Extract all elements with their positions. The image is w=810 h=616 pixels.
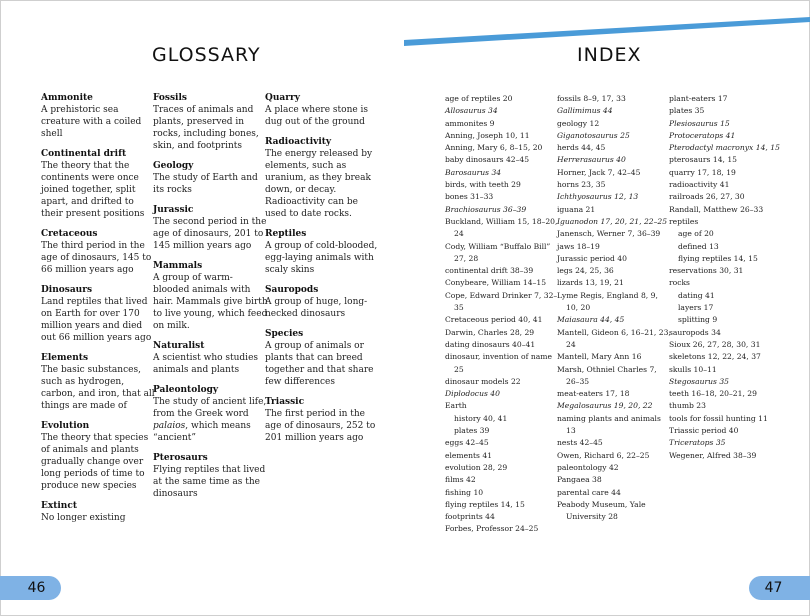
glossary-definition: The second period in the age of dinosaurs, 201 to 145 million years ago (153, 217, 267, 251)
page-number-left: 46 (0, 576, 61, 600)
index-entry: Pterodactyl macronyx 14, 15 (669, 143, 780, 153)
glossary-term: Jurassic (153, 205, 194, 215)
glossary-entry (153, 260, 268, 332)
index-entry: footprints 44 (445, 512, 495, 522)
index-entry: parental care 44 (557, 487, 621, 497)
glossary-term: Ammonite (41, 93, 93, 103)
index-entry: Herrerasaurus 40 (557, 155, 626, 165)
index-entry: radioactivity 41 (669, 180, 730, 190)
index-entry: Gallimimus 44 (557, 106, 613, 116)
index-entry: Iguanodon 17, 20, 21, 22–25 (557, 216, 668, 226)
index-column-3 (669, 93, 784, 462)
index-entry: Brachiosaurus 36–39 (445, 204, 527, 214)
index-entry: thumb 23 (669, 401, 706, 411)
index-entry: Owen, Richard 6, 22–25 (557, 450, 650, 460)
glossary-definition: A group of animals or plants that can breed together and that share few differences (265, 341, 374, 387)
glossary-definition: Traces of animals and plants, preserved in rocks, including bones, skin, and footprints (153, 105, 259, 151)
index-entry: skulls 10–11 (669, 364, 717, 374)
index-entry: tools for fossil hunting 11 (669, 413, 768, 423)
index-subentry: history 40, 41 (454, 413, 508, 423)
index-entry: geology 12 (557, 118, 600, 128)
index-entry: legs 24, 25, 36 (557, 266, 614, 276)
glossary-entry (41, 420, 156, 492)
index-entry: dinosaur models 22 (445, 376, 521, 386)
index-entry: jaws 18–19 (557, 241, 600, 251)
glossary-definition: A place where stone is dug out of the ground (265, 105, 369, 127)
index-subentry: splitting 9 (678, 315, 718, 325)
index-entry: Diplodocus 40 (445, 389, 500, 399)
index-entry: lizards 13, 19, 21 (557, 278, 624, 288)
index-entry: naming plants and animals 13 (557, 413, 661, 436)
index-entry: rocks (669, 278, 690, 288)
glossary-definition: A prehistoric sea creature with a coiled shell (41, 105, 142, 139)
glossary-entry (153, 340, 268, 376)
index-entry: Forbes, Professor 24–25 (445, 524, 539, 534)
glossary-entry (153, 384, 268, 444)
glossary-column-1 (41, 92, 156, 532)
glossary-entry (41, 148, 156, 220)
index-entry: Darwin, Charles 28, 29 (445, 327, 535, 337)
index-entry: Mantell, Gideon 6, 16–21, 23, 24 (557, 327, 671, 349)
index-entry: Earth (445, 401, 467, 411)
glossary-term: Naturalist (153, 341, 205, 351)
index-subentry: dating 41 (678, 290, 715, 300)
index-entry: teeth 16–18, 20–21, 29 (669, 389, 757, 399)
glossary-entry (153, 204, 268, 252)
index-entry: Conybeare, William 14–15 (445, 278, 547, 288)
index-entry: Ichthyosaurus 12, 13 (557, 192, 639, 202)
index-subentry: defined 13 (678, 241, 719, 251)
index-title: INDEX (577, 44, 642, 66)
index-entry: Anning, Mary 6, 8–15, 20 (445, 143, 543, 153)
index-entry: reservations 30, 31 (669, 266, 744, 276)
index-entry: plant-eaters 17 (669, 94, 728, 103)
index-subentry: flying reptiles 14, 15 (678, 253, 758, 263)
index-entry: baby dinosaurs 42–45 (445, 155, 530, 165)
glossary-definition: A group of huge, long-necked dinosaurs (265, 297, 368, 319)
decorative-blue-stripe (0, 0, 810, 60)
index-entry: Barosaurus 34 (445, 167, 502, 177)
glossary-definition: A group of cold-blooded, egg-laying animals with scaly skins (265, 241, 378, 275)
index-entry: railroads 26, 27, 30 (669, 192, 745, 202)
glossary-entry (41, 284, 156, 344)
index-entry: flying reptiles 14, 15 (445, 499, 525, 509)
glossary-entry (41, 228, 156, 276)
index-entry: Stegosaurus 35 (669, 376, 729, 386)
index-column-1 (445, 93, 560, 536)
glossary-definition: The energy released by elements, such as uranium, as they break down, or decay. Radioactivity can be used to date rocks. (265, 149, 373, 219)
index-entry: elements 41 (445, 450, 493, 460)
glossary-term: Evolution (41, 421, 90, 431)
glossary-entry (41, 500, 156, 524)
index-entry: reptiles (669, 216, 699, 226)
glossary-term: Species (265, 329, 304, 339)
index-entry: Cretaceous period 40, 41 (445, 315, 543, 325)
glossary-entry (41, 92, 156, 140)
index-entry: Cody, William “Buffalo Bill” 27, 28 (445, 241, 551, 263)
glossary-entry (41, 352, 156, 412)
glossary-definition: Flying reptiles that lived at the same time as the dinosaurs (153, 465, 266, 499)
glossary-entry (265, 396, 380, 444)
glossary-column-2 (153, 92, 268, 508)
index-entry: Horner, Jack 7, 42–45 (557, 167, 641, 177)
index-subentry: plates 39 (454, 426, 490, 436)
index-entry: evolution 28, 29 (445, 462, 508, 472)
index-entry: Marsh, Othniel Charles 7, 26–35 (557, 364, 657, 386)
index-entry: Anning, Joseph 10, 11 (445, 130, 530, 140)
glossary-definition: The theory that species of animals and plants gradually change over long periods of time to produce new species (41, 433, 149, 491)
index-entry: bones 31–33 (445, 192, 494, 202)
index-entry: Buckland, William 15, 18–20, 24 (445, 216, 558, 239)
glossary-entry (265, 228, 380, 276)
glossary-term: Paleontology (153, 385, 219, 395)
glossary-definition: The third period in the age of dinosaurs, 145 to 66 million years ago (41, 241, 152, 275)
glossary-definition: The first period in the age of dinosaurs, 252 to 201 million years ago (265, 409, 376, 443)
glossary-entry (265, 136, 380, 220)
glossary-column-3 (265, 92, 380, 452)
index-entry: Jurassic period 40 (557, 253, 627, 263)
glossary-definition: The theory that the continents were once joined together, split apart, and drifted to their present positions (41, 161, 145, 219)
glossary-term: Pterosaurs (153, 453, 208, 463)
index-subentry: age of 20 (678, 229, 714, 239)
glossary-term: Dinosaurs (41, 285, 93, 295)
index-entry: Triassic period 40 (669, 426, 739, 436)
glossary-definition: The basic substances, such as hydrogen, carbon, and iron, that all things are made of (41, 365, 155, 411)
index-entry: horns 23, 35 (557, 180, 606, 190)
index-entry: iguana 21 (557, 204, 596, 214)
index-entry: meat-eaters 17, 18 (557, 389, 630, 399)
glossary-entry (153, 92, 268, 152)
glossary-term: Triassic (265, 397, 305, 407)
index-entry: dinosaur, invention of name 25 (445, 352, 552, 374)
index-entry: dating dinosaurs 40–41 (445, 339, 536, 349)
index-entry: eggs 42–45 (445, 438, 489, 448)
index-entry: herds 44, 45 (557, 143, 606, 153)
index-entry: Peabody Museum, Yale University 28 (557, 499, 646, 522)
glossary-term: Continental drift (41, 149, 127, 159)
glossary-term: Mammals (153, 261, 203, 271)
index-entry: Mantell, Mary Ann 16 (557, 352, 642, 362)
page-number-right: 47 (749, 576, 810, 600)
index-entry: age of reptiles 20 (445, 94, 513, 103)
glossary-definition: The study of Earth and its rocks (153, 173, 258, 195)
glossary-definition: A group of warm-blooded animals with hair. Mammals give birth to live young, which feed on milk. (153, 273, 268, 331)
index-entry: fossils 8–9, 17, 33 (557, 94, 626, 103)
index-entry: quarry 17, 18, 19 (669, 167, 736, 177)
glossary-title: GLOSSARY (152, 44, 261, 66)
index-entry: Plesiosaurus 15 (669, 118, 730, 128)
index-entry: sauropods 34 (669, 327, 721, 337)
glossary-entry (265, 284, 380, 320)
index-entry: fishing 10 (445, 487, 484, 497)
index-entry: Megalosaurus 19, 20, 22 (557, 401, 653, 411)
index-entry: continental drift 38–39 (445, 266, 534, 276)
index-entry: Giganotosaurus 25 (557, 130, 630, 140)
glossary-definition: The study of ancient life, from the Greek word palaios, which means “ancient” (153, 397, 267, 443)
index-entry: nests 42–45 (557, 438, 603, 448)
index-entry: plates 35 (669, 106, 705, 116)
glossary-term: Reptiles (265, 229, 307, 239)
index-column-2 (557, 93, 672, 523)
glossary-definition: No longer existing (41, 513, 126, 523)
glossary-term: Sauropods (265, 285, 319, 295)
index-entry: Randall, Matthew 26–33 (669, 204, 764, 214)
glossary-entry (265, 328, 380, 388)
index-entry: birds, with teeth 29 (445, 180, 521, 190)
glossary-term: Elements (41, 353, 89, 363)
glossary-definition: Land reptiles that lived on Earth for over 170 million years and died out 66 million years ago (41, 297, 152, 343)
glossary-definition: A scientist who studies animals and plants (153, 353, 259, 375)
glossary-term: Radioactivity (265, 137, 332, 147)
glossary-entry (153, 452, 268, 500)
index-entry: Maiasaura 44, 45 (557, 315, 625, 325)
glossary-term: Fossils (153, 93, 187, 103)
index-entry: Allosaurus 34 (445, 106, 498, 116)
index-entry: Wegener, Alfred 38–39 (669, 450, 757, 460)
index-entry: Janensch, Werner 7, 36–39 (557, 229, 661, 239)
glossary-term: Extinct (41, 501, 77, 511)
glossary-term: Cretaceous (41, 229, 98, 239)
index-entry: Triceratops 35 (669, 438, 726, 448)
index-entry: films 42 (445, 475, 476, 485)
index-entry: ammonites 9 (445, 118, 495, 128)
glossary-term: Geology (153, 161, 194, 171)
index-entry: Pangaea 38 (557, 475, 602, 485)
index-entry: Protoceratops 41 (669, 130, 736, 140)
index-entry: skeletons 12, 22, 24, 37 (669, 352, 761, 362)
index-entry: Sioux 26, 27, 28, 30, 31 (669, 339, 761, 349)
index-entry: Cope, Edward Drinker 7, 32–35 (445, 290, 558, 313)
glossary-entry (153, 160, 268, 196)
index-entry: Lyme Regis, England 8, 9, 10, 20 (557, 290, 658, 313)
glossary-term: Quarry (265, 93, 300, 103)
glossary-entry (265, 92, 380, 128)
index-entry: pterosaurs 14, 15 (669, 155, 738, 165)
index-entry: paleontology 42 (557, 462, 619, 472)
index-subentry: layers 17 (678, 303, 714, 313)
